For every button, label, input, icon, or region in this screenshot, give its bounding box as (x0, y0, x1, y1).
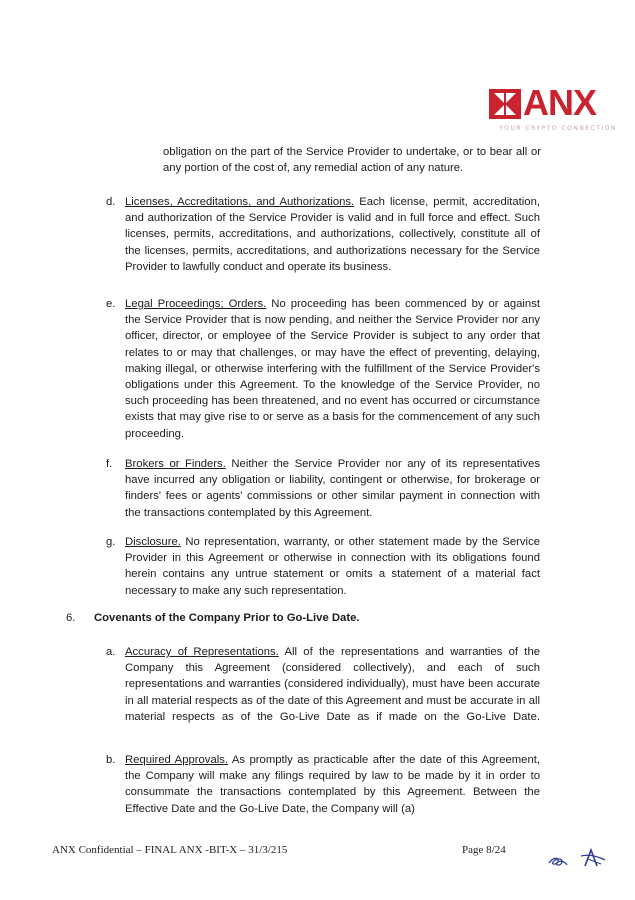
item-d-paragraph (125, 194, 540, 275)
item-e-paragraph (125, 296, 540, 442)
item-g-text: No representation, warranty, or other statement made by the Service Provider in this Agreement or otherwise in connection with its obligations found herein contains any untrue statement or omits a statement of a material fact necessary to make any such representation. (125, 536, 540, 597)
item-e-heading: Legal Proceedings; Orders. (125, 298, 267, 310)
logo-tagline: YOUR CRYPTO CONNECTION (499, 125, 617, 132)
logo-wordmark: ANX (523, 82, 597, 123)
section-6-number: 6. (66, 612, 76, 624)
item-6b-text: As promptly as practicable after the date of this Agreement, the Company will make any filings required by law to be made by it in order to consummate the transactions contemplated by this Agreement. Between the Effective Date and the Go-Live Date, the Company will (a) (125, 754, 541, 815)
item-f-paragraph (125, 456, 540, 521)
handwritten-initials-icon (545, 846, 615, 872)
company-logo (489, 82, 617, 137)
item-6b-marker: b. (106, 754, 116, 766)
item-g-marker: g. (106, 536, 116, 548)
item-f-marker: f. (106, 458, 113, 470)
item-g-paragraph (125, 534, 540, 599)
intro-continuation: obligation on the part of the Service Provider to undertake, or to bear all or any portion of the cost of, any remedial action of any nature. (163, 146, 541, 175)
item-6b-heading: Required Approvals. (125, 754, 229, 766)
item-f-text: Neither the Service Provider nor any of its representatives have incurred any obligation or liability, contingent or otherwise, for brokerage or finders' fees or agents' commissions or other similar payment in connection with the transactions contemplated by this Agreement. (125, 458, 540, 519)
footer-confidential: ANX Confidential – FINAL ANX -BIT-X – 31/3/215 (52, 844, 288, 856)
item-g-heading: Disclosure. (125, 536, 181, 548)
item-d-marker: d. (106, 196, 116, 208)
footer-page-number: Page 8/24 (462, 844, 506, 856)
item-6a-paragraph (125, 644, 540, 725)
item-e-marker: e. (106, 298, 116, 310)
item-6b-paragraph (125, 752, 540, 817)
item-6a-text: All of the representations and warranties of the Company this Agreement (considered collectively), and each of such representations and warranties (considered individually), must have been accurate in all material respects as of the date of this Agreement and must be accurate in all material respects as of the Go-Live Date as if made on the Go-Live Date. (125, 646, 541, 723)
anx-logo-mark-icon (489, 89, 521, 119)
item-d-text: Each license, permit, accreditation, and authorization of the Service Provider is valid and in full force and effect. Such licenses, permits, accreditations, and authorizations, collectively, constitute all of the licenses, permits, accreditations, and authorizations necessary for the Service Provider to lawfully conduct and operate its business. (125, 196, 541, 273)
item-f-heading: Brokers or Finders. (125, 458, 226, 470)
item-6a-heading: Accuracy of Representations. (125, 646, 279, 658)
item-d-heading: Licenses, Accreditations, and Authorizations. (125, 196, 355, 208)
section-6-title: Covenants of the Company Prior to Go-Live Date. (94, 612, 360, 624)
item-e-text: No proceeding has been commenced by or against the Service Provider that is now pending, and neither the Service Provider nor any officer, director, or employee of the Service Provider is subject to any order that relates to or may that challenges, or may have the effect of preventing, delaying, making illegal, or otherwise interfering with the fulfillment of the Service Provider's obligations under this Agreement. To the knowledge of the Service Provider, no such proceeding has been threatened, and no event has occurred or circumstance exists that may give rise to or serve as a basis for the commencement of any such proceeding. (125, 298, 541, 440)
item-6a-marker: a. (106, 646, 116, 658)
